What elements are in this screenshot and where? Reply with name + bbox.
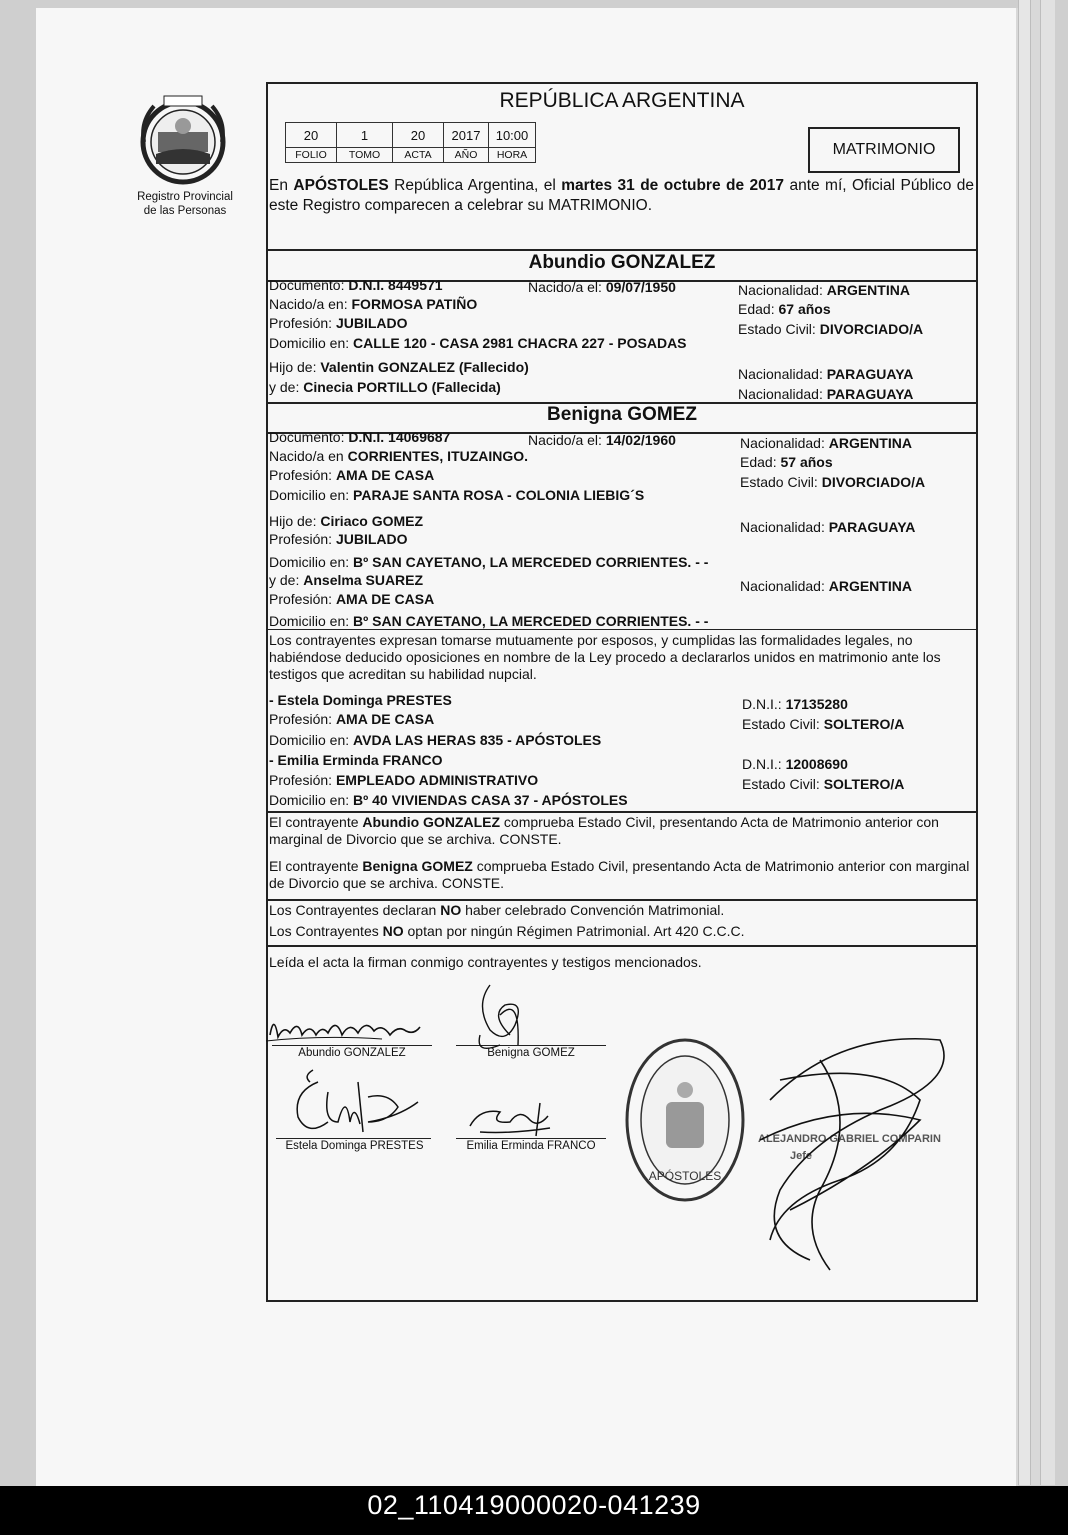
witness2-dni: D.N.I.: 12008690 [742, 756, 848, 772]
tomo-label: TOMO [337, 148, 393, 163]
record-meta-table [285, 122, 536, 163]
divider [268, 629, 976, 630]
spouse1-father-nat: Nacionalidad: PARAGUAYA [738, 366, 914, 382]
spouse2-mother-nat: Nacionalidad: ARGENTINA [740, 578, 912, 594]
note-spouse1: El contrayente Abundio GONZALEZ comprueba Estado Civil, presentando Acta de Matrimonio anterior con marginal de Divorcio que se archiva. CONSTE. [269, 814, 939, 847]
spouse2-father-nat: Nacionalidad: PARAGUAYA [740, 519, 916, 535]
spouse1-name: Abundio GONZALEZ [528, 252, 716, 273]
spouse2-mother-addr: Domicilio en: Bº SAN CAYETANO, LA MERCEDED CORRIENTES. - - [269, 613, 709, 629]
spouse2-prof: Profesión: AMA DE CASA [269, 467, 435, 483]
spouse1-doc: Documento: D.N.I. 8449571 [269, 277, 443, 293]
place: APÓSTOLES [293, 177, 389, 194]
witness2-prof: Profesión: EMPLEADO ADMINISTRATIVO [269, 772, 539, 788]
spouse2-father-prof: Profesión: JUBILADO [269, 531, 408, 547]
spouse1-nat: Nacionalidad: ARGENTINA [738, 282, 910, 298]
folio-label: FOLIO [286, 148, 337, 163]
registry-name: Registro Provincial de las Personas [137, 191, 233, 217]
witness1-prof: Profesión: AMA DE CASA [269, 711, 435, 727]
intro-text: En [269, 177, 294, 194]
spouse2-age: Edad: 57 años [740, 454, 833, 470]
intro-text: ante mí, Oficial Público de este Registro comparecen a celebrar su MATRIMONIO. [269, 177, 975, 214]
signature-label-spouse1: Abundio GONZALEZ [298, 1047, 406, 1059]
officer-title: Jefe [790, 1150, 813, 1162]
witness1-addr: Domicilio en: AVDA LAS HERAS 835 - APÓSTOLES [269, 732, 602, 748]
divider [268, 249, 976, 251]
spouse2-addr: Domicilio en: PARAJE SANTA ROSA - COLONIA LIEBIG´S [269, 487, 645, 503]
acta-label: ACTA [393, 148, 444, 163]
divider [268, 899, 976, 901]
page-edge [1040, 0, 1055, 1485]
spouse1-mother-nat: Nacionalidad: PARAGUAYA [738, 386, 914, 402]
spouse2-nat: Nacionalidad: ARGENTINA [740, 435, 912, 451]
officer-name: ALEJANDRO GABRIEL COMPARIN [758, 1133, 941, 1145]
spouse2-father-addr: Domicilio en: Bº SAN CAYETANO, LA MERCEDED CORRIENTES. - - [269, 554, 709, 570]
spouse2-mother-prof: Profesión: AMA DE CASA [269, 591, 435, 607]
intro-text: República Argentina, el [388, 177, 562, 194]
spouse1-age: Edad: 67 años [738, 301, 831, 317]
declaration: Los contrayentes expresan tomarse mutuamente por esposos, y cumplidas las formalidades legales, no habiéndose deducido oposiciones en nombre de la Ley procedo a declararlos unidos en matrimonio ante los testigos que acreditan su habilidad nupcial. [269, 632, 941, 682]
spouse1-born: Nacido/a el: 09/07/1950 [528, 279, 676, 295]
signature-spouse1 [262, 1005, 432, 1050]
signature-witness2 [460, 1098, 560, 1143]
spouse1-father: Hijo de: Valentin GONZALEZ (Fallecido) [269, 359, 529, 375]
spouse2-father: Hijo de: Ciriaco GOMEZ [269, 513, 424, 529]
witness1-civil: Estado Civil: SOLTERO/A [742, 716, 905, 732]
document-code: 02_110419000020-041239 [367, 1490, 701, 1520]
province-emblem [136, 92, 230, 186]
stamp-city: APÓSTOLES [648, 1169, 722, 1183]
spouse2-doc: Documento: D.N.I. 14069687 [269, 429, 451, 445]
spouse1-civil: Estado Civil: DIVORCIADO/A [738, 321, 924, 337]
signature-witness1 [288, 1062, 428, 1142]
country-title: REPÚBLICA ARGENTINA [499, 89, 745, 112]
folio-value: 20 [286, 123, 337, 148]
footer-bar [0, 1486, 1068, 1535]
signature-officer [720, 1020, 960, 1280]
spouse2-born: Nacido/a el: 14/02/1960 [528, 432, 676, 448]
signature-label-spouse2: Benigna GOMEZ [487, 1047, 575, 1059]
hora-label: HORA [489, 148, 536, 163]
anio-label: AÑO [444, 148, 489, 163]
note-spouse2: El contrayente Benigna GOMEZ comprueba Estado Civil, presentando Acta de Matrimonio anterior con marginal de Divorcio que se archiva. CONSTE. [269, 858, 970, 891]
intro-paragraph [269, 176, 974, 216]
acta-value: 20 [393, 123, 444, 148]
witness2-name: - Emilia Erminda FRANCO [269, 752, 443, 768]
date: martes 31 de octubre de 2017 [561, 177, 785, 194]
witness2-civil: Estado Civil: SOLTERO/A [742, 776, 905, 792]
spouse2-place: Nacido/a en CORRIENTES, ITUZAINGO. [269, 448, 529, 464]
spouse2-civil: Estado Civil: DIVORCIADO/A [740, 474, 926, 490]
divider [268, 945, 976, 947]
spouse2-mother: y de: Anselma SUAREZ [269, 572, 424, 588]
witness2-addr: Domicilio en: Bº 40 VIVIENDAS CASA 37 - APÓSTOLES [269, 792, 628, 808]
signature-label-witness1: Estela Dominga PRESTES [285, 1140, 424, 1152]
spouse1-place: Nacido/a en: FORMOSA PATIÑO [269, 296, 478, 312]
spouse1-prof: Profesión: JUBILADO [269, 315, 408, 331]
hora-value: 10:00 [489, 123, 536, 148]
signature-label-witness2: Emilia Erminda FRANCO [466, 1140, 596, 1152]
convention-2: Los Contrayentes NO optan por ningún Régimen Patrimonial. Art 420 C.C.C. [269, 923, 745, 939]
closing-text: Leída el acta la firman conmigo contrayentes y testigos mencionados. [269, 954, 702, 970]
spouse1-mother: y de: Cinecia PORTILLO (Fallecida) [269, 379, 501, 395]
anio-value: 2017 [444, 123, 489, 148]
divider [268, 811, 976, 813]
signature-spouse2 [470, 975, 540, 1065]
spouse2-name: Benigna GOMEZ [547, 404, 697, 425]
witness1-name: - Estela Dominga PRESTES [269, 692, 452, 708]
record-kind: MATRIMONIO [808, 127, 960, 173]
tomo-value: 1 [337, 123, 393, 148]
witness1-dni: D.N.I.: 17135280 [742, 696, 848, 712]
convention-1: Los Contrayentes declaran NO haber celebrado Convención Matrimonial. [269, 902, 725, 918]
spouse1-addr: Domicilio en: CALLE 120 - CASA 2981 CHACRA 227 - POSADAS [269, 335, 687, 351]
